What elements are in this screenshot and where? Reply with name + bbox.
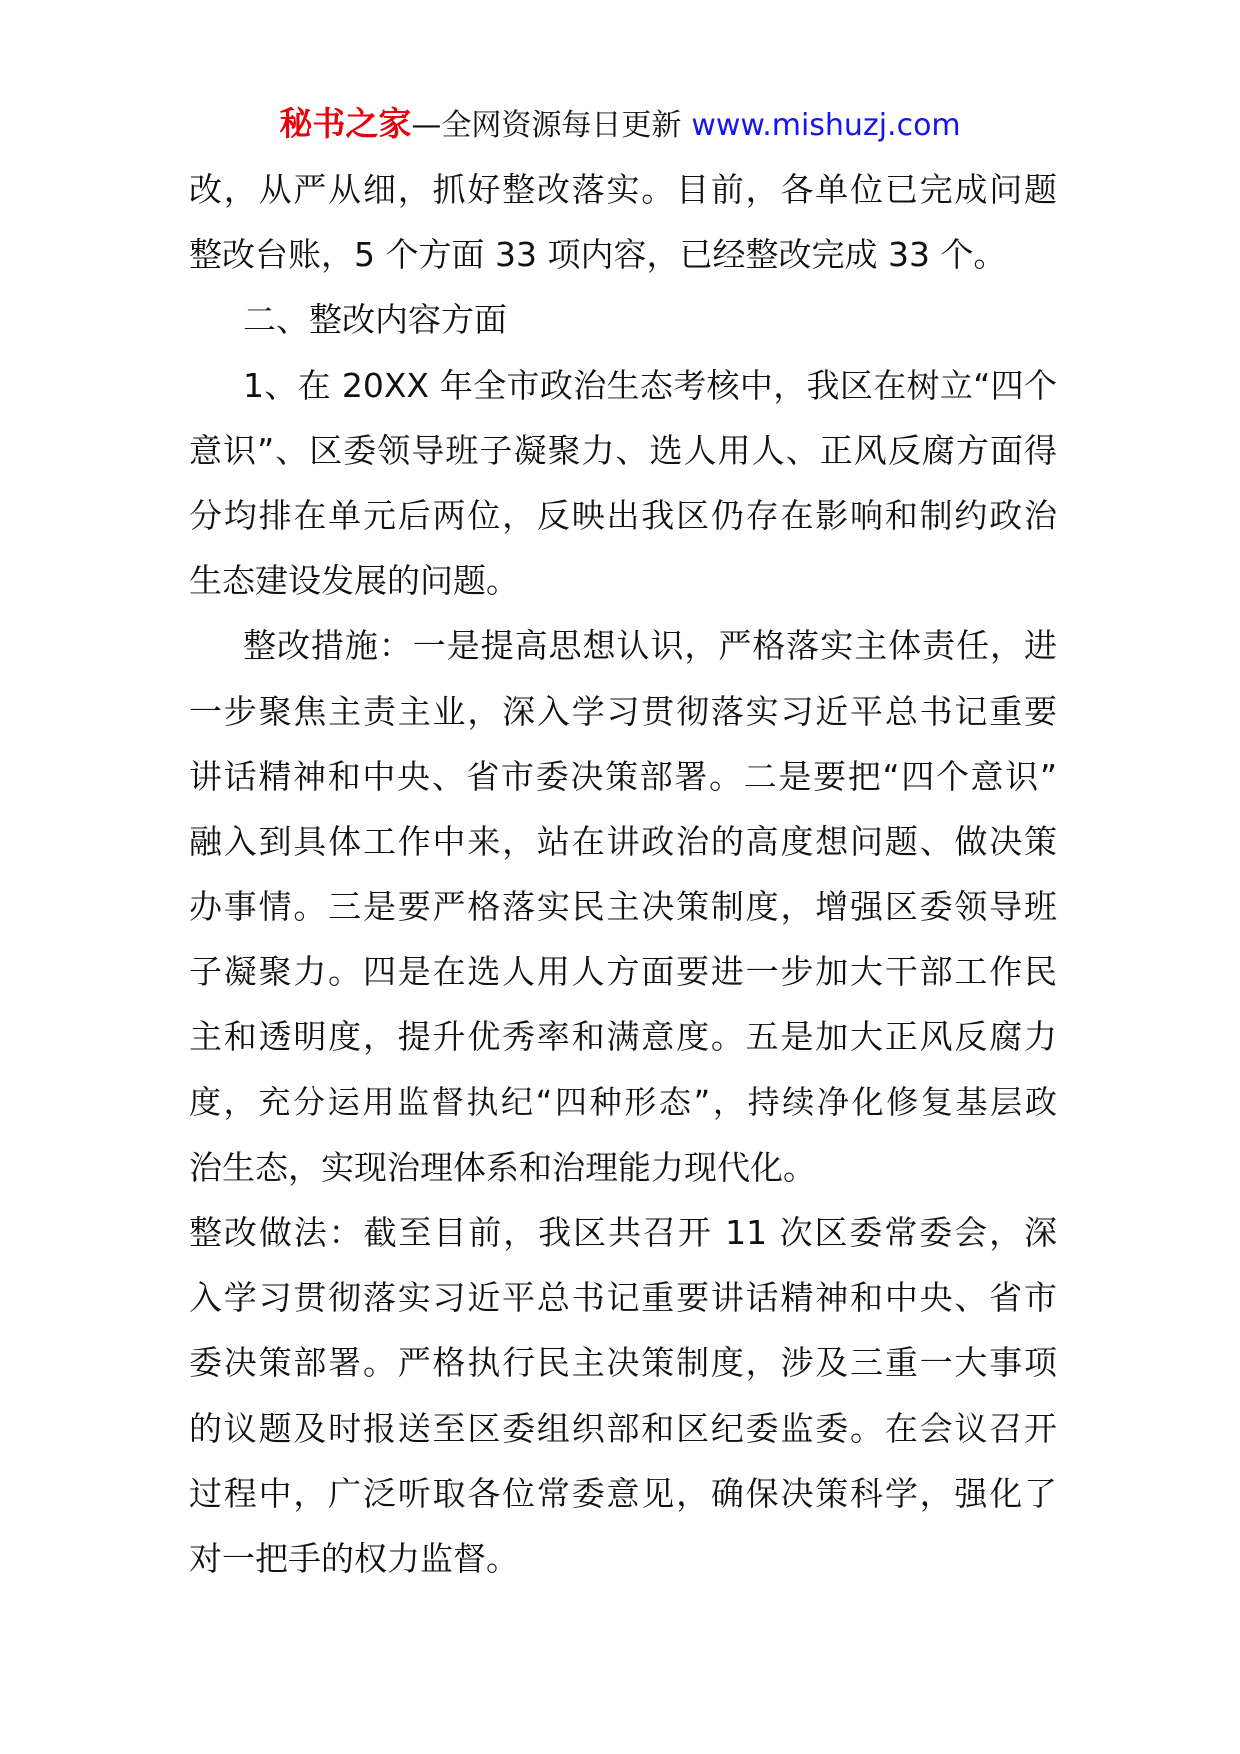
text-line: 分均排在单元后两位，反映出我区仍存在影响和制约政治 <box>189 495 1057 535</box>
text-line: 度，充分运用监督执纪“四种形态”，持续净化修复基层政 <box>189 1082 1057 1121</box>
text-line: 改，从严从细，抓好整改落实。目前，各单位已完成问题 <box>189 170 1057 209</box>
text-line: 意识”、区委领导班子凝聚力、选人用人、正风反腐方面得 <box>189 430 1057 470</box>
site-url-link[interactable]: www.mishuzj.com <box>691 108 961 143</box>
text-line: 过程中，广泛听取各位常委意见，确保决策科学，强化了 <box>189 1473 1057 1513</box>
text-line: 的议题及时报送至区委组织部和区纪委监委。在会议召开 <box>189 1408 1057 1448</box>
text-line: 讲话精神和中央、省市委决策部署。二是要把“四个意识” <box>189 756 1057 796</box>
text-line: 委决策部署。严格执行民主决策制度，涉及三重一大事项 <box>189 1343 1057 1383</box>
text-line: 整改措施：一是提高思想认识，严格落实主体责任，进 <box>243 626 1057 666</box>
site-banner <box>0 102 1240 146</box>
heading-line: 二、整改内容方面 <box>243 300 507 340</box>
site-brand: 秘书之家 <box>279 104 412 143</box>
paragraph-continued <box>189 157 1057 287</box>
text-line: 子凝聚力。四是在选人用人方面要进一步加大干部工作民 <box>189 952 1057 992</box>
text-line: 一步聚焦主责主业，深入学习贯彻落实习近平总书记重要 <box>189 691 1057 731</box>
section-heading <box>189 287 1057 352</box>
text-line: 1、在 20XX 年全市政治生态考核中，我区在树立“四个 <box>243 365 1057 405</box>
item-1-paragraph <box>189 353 1057 614</box>
text-line: 办事情。三是要严格落实民主决策制度，增强区委领导班 <box>189 887 1057 927</box>
text-line: 治生态，实现治理体系和治理能力现代化。 <box>189 1147 816 1187</box>
rectification-practice-paragraph <box>189 1200 1057 1591</box>
text-line: 整改做法：截至目前，我区共召开 11 次区委常委会，深 <box>189 1213 1057 1252</box>
text-line: 生态建设发展的问题。 <box>189 561 519 601</box>
document-body <box>189 157 1057 1591</box>
rectification-measures-paragraph <box>189 613 1057 1200</box>
text-line: 整改台账，5 个方面 33 项内容，已经整改完成 33 个。 <box>189 235 1007 275</box>
text-line: 对一把手的权力监督。 <box>189 1538 519 1578</box>
site-tagline: —全网资源每日更新 <box>411 108 682 143</box>
text-line: 入学习贯彻落实习近平总书记重要讲话精神和中央、省市 <box>189 1278 1057 1318</box>
text-line: 融入到具体工作中来，站在讲政治的高度想问题、做决策 <box>189 821 1057 861</box>
text-line: 主和透明度，提升优秀率和满意度。五是加大正风反腐力 <box>189 1017 1057 1057</box>
